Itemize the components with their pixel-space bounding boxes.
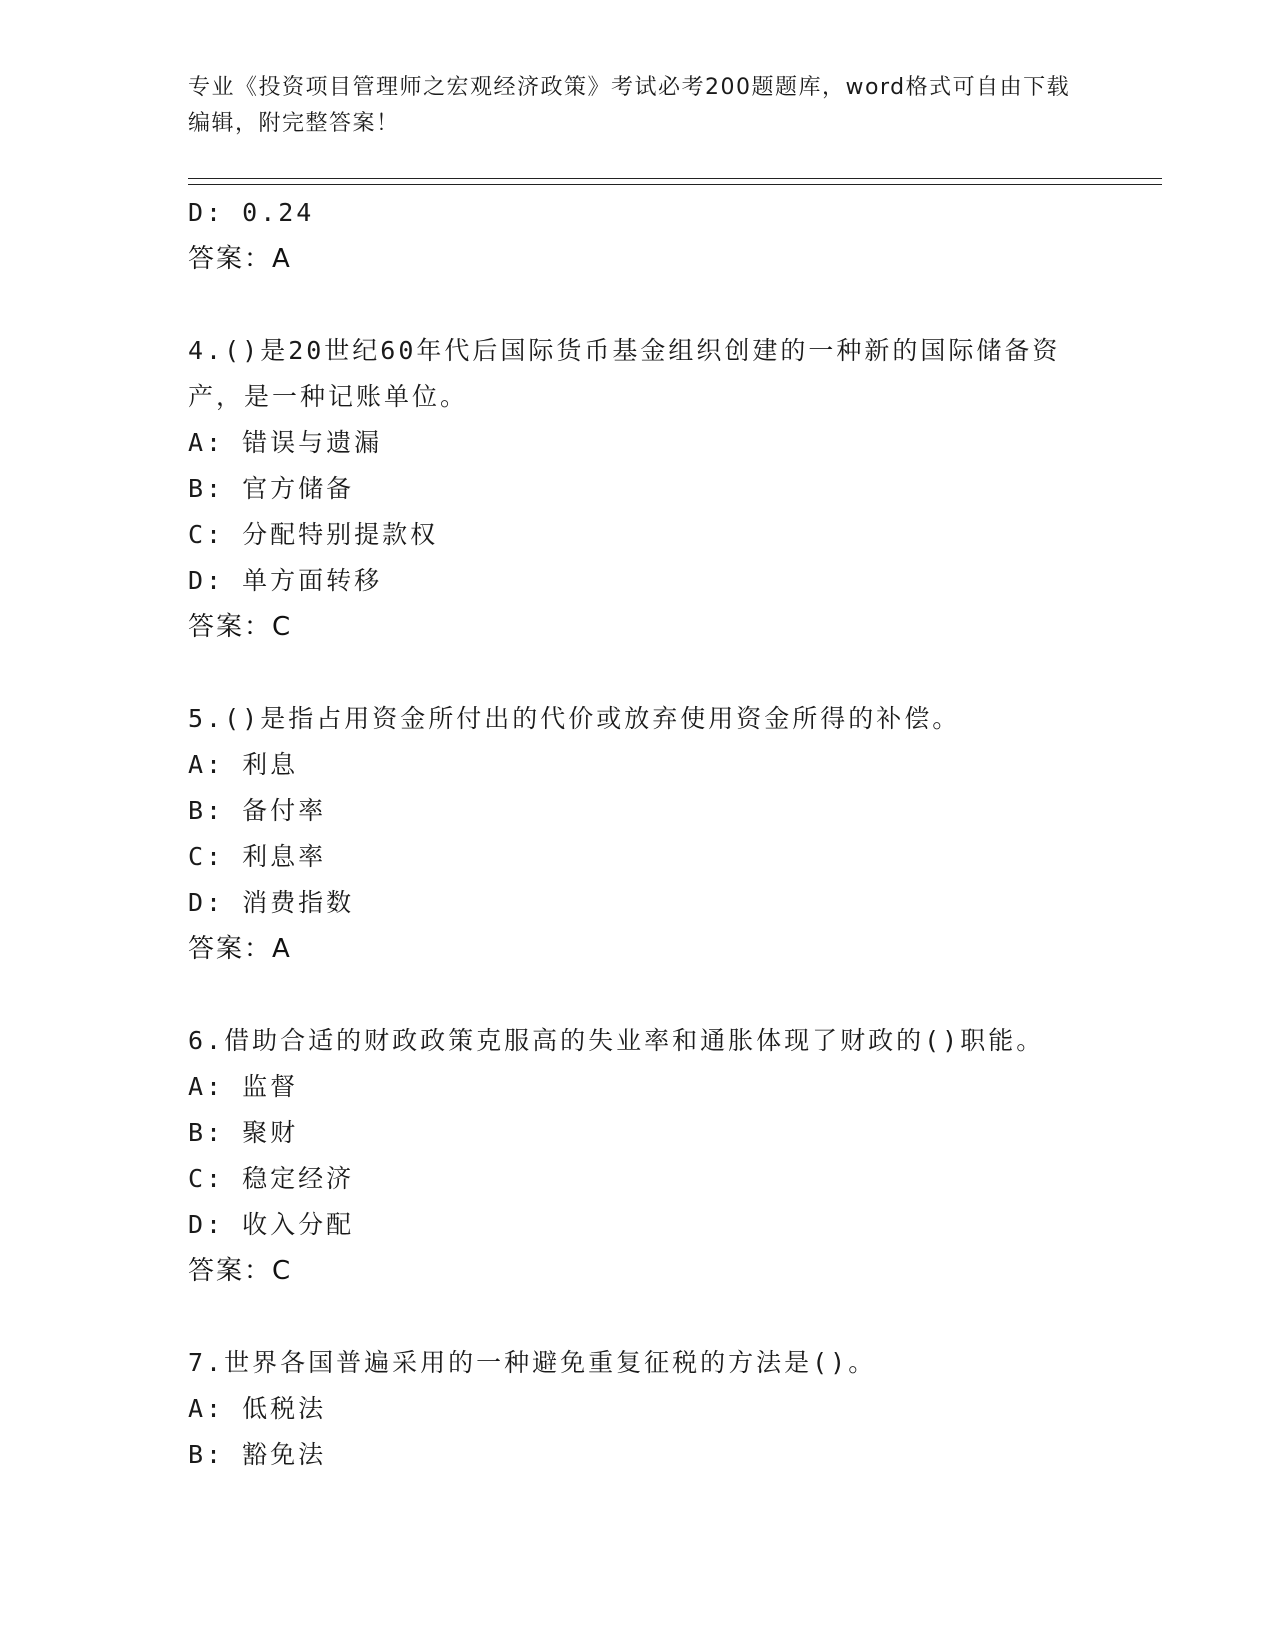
- answer-line: 答案：A: [188, 244, 292, 274]
- answer-line: 答案：C: [188, 1256, 293, 1286]
- document-header: 专业《投资项目管理师之宏观经济政策》考试必考200题题库，word格式可自由下载编辑，附完整答案！: [188, 75, 1071, 136]
- option-c: C: 稳定经济: [188, 1164, 355, 1193]
- spacer: [188, 282, 1108, 328]
- spacer: [188, 1294, 1108, 1340]
- option-b: B: 备付率: [188, 796, 327, 825]
- option-b: B: 聚财: [188, 1118, 299, 1147]
- header-divider: [188, 178, 1162, 185]
- question-stem: 6.借助合适的财政政策克服高的失业率和通胀体现了财政的()职能。: [188, 1026, 1045, 1055]
- question-list: [188, 190, 1108, 1478]
- option-d: D: 收入分配: [188, 1210, 355, 1239]
- option-b: B: 豁免法: [188, 1440, 327, 1469]
- question-stem: 5.()是指占用资金所付出的代价或放弃使用资金所得的补偿。: [188, 704, 961, 733]
- option-a: A: 低税法: [188, 1394, 327, 1423]
- option-a: A: 监督: [188, 1072, 299, 1101]
- question-stem: 4.()是20世纪60年代后国际货币基金组织创建的一种新的国际储备资产，是一种记账单位。: [188, 336, 1061, 411]
- spacer: [188, 972, 1108, 1018]
- question-stem: 7.世界各国普遍采用的一种避免重复征税的方法是()。: [188, 1348, 877, 1377]
- option-a: A: 错误与遗漏: [188, 428, 383, 457]
- option-d: D: 消费指数: [188, 888, 355, 917]
- answer-line: 答案：C: [188, 612, 293, 642]
- option-d: D: 单方面转移: [188, 566, 383, 595]
- answer-line: 答案：A: [188, 934, 292, 964]
- option-d: D: 0.24: [188, 198, 315, 227]
- option-a: A: 利息: [188, 750, 299, 779]
- option-c: C: 利息率: [188, 842, 327, 871]
- option-b: B: 官方储备: [188, 474, 355, 503]
- option-c: C: 分配特别提款权: [188, 520, 439, 549]
- spacer: [188, 650, 1108, 696]
